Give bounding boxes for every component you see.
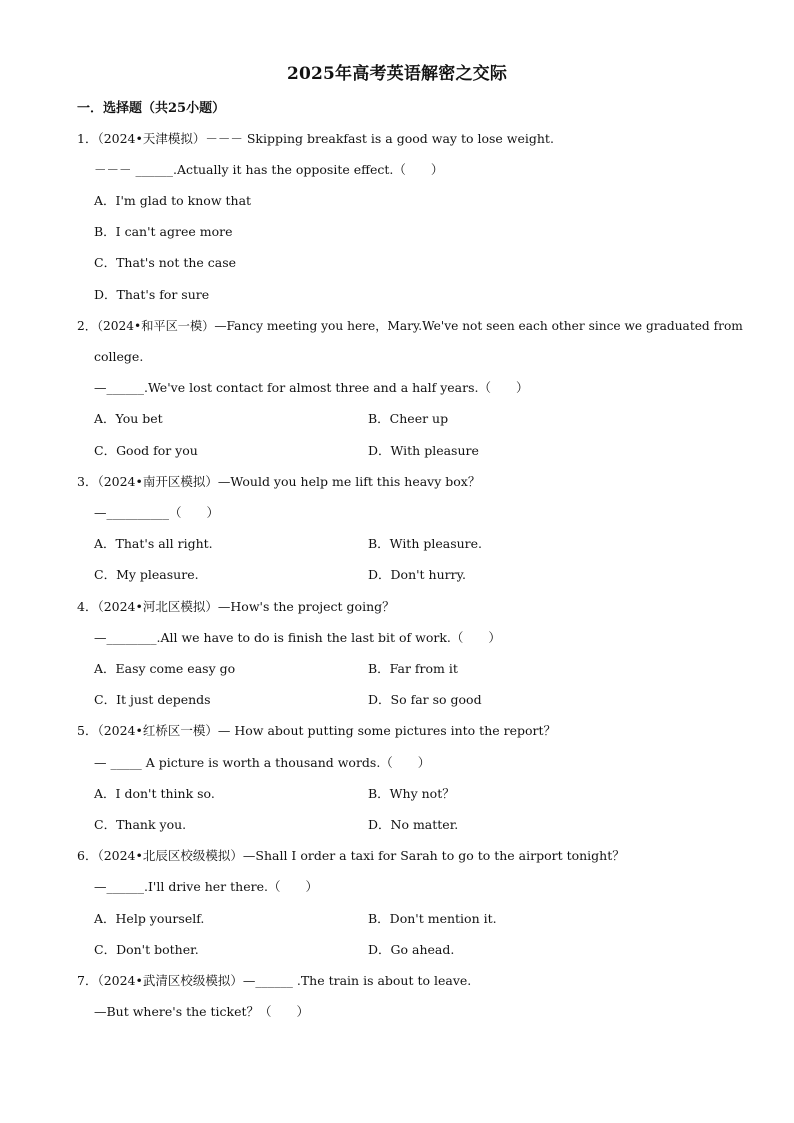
question-2-option-a[interactable]: A．You bet (94, 411, 163, 426)
question-5-option-d[interactable]: D．No matter. (368, 817, 459, 832)
question-3-stem: 3．（2024•南开区模拟）—Would you help me lift this heavy box？ (77, 474, 481, 489)
question-2-option-c[interactable]: C．Good for you (94, 443, 198, 458)
question-5-option-a[interactable]: A．I don't think so. (94, 786, 215, 801)
question-1-option-d[interactable]: D．That's for sure (94, 287, 210, 302)
question-1-reply: －－－ ______.Actually it has the opposite effect.（ ） (94, 162, 444, 177)
question-4-stem: 4．（2024•河北区模拟）—How's the project going？ (77, 599, 395, 614)
question-2-option-b[interactable]: B．Cheer up (368, 411, 449, 426)
question-6-option-c[interactable]: C．Don't bother. (94, 942, 199, 957)
question-4-option-a[interactable]: A．Easy come easy go (94, 661, 236, 676)
section-heading: 一．选择题（共25小题） (77, 101, 226, 116)
question-2-option-d[interactable]: D．With pleasure (368, 443, 479, 458)
question-3-reply: —__________（ ） (94, 505, 220, 520)
question-5-option-b[interactable]: B．Why not？ (368, 786, 455, 801)
question-6-reply: —______.I'll drive her there.（ ） (94, 879, 318, 894)
page-title: 2025年高考英语解密之交际 (286, 64, 508, 84)
question-4-option-c[interactable]: C．It just depends (94, 692, 211, 707)
question-3-option-b[interactable]: B．With pleasure. (368, 536, 483, 551)
question-5-reply: — _____ A picture is worth a thousand words.（ ） (94, 755, 431, 770)
question-1-stem: 1．（2024•天津模拟）－－－ Skipping breakfast is a good way to lose weight. (77, 131, 554, 146)
question-1-option-a[interactable]: A．I'm glad to know that (94, 193, 252, 208)
question-2-reply: —______.We've lost contact for almost three and a half years.（ ） (94, 380, 529, 395)
question-6-stem: 6．（2024•北辰区校级模拟）—Shall I order a taxi for Sarah to go to the airport tonight？ (77, 848, 625, 863)
question-6-option-b[interactable]: B．Don't mention it. (368, 911, 497, 926)
question-2-stem-cont: college. (94, 349, 144, 364)
question-6-option-d[interactable]: D．Go ahead. (368, 942, 455, 957)
question-4-option-b[interactable]: B．Far from it (368, 661, 458, 676)
question-4-reply: —________.All we have to do is finish the last bit of work.（ ） (94, 630, 501, 645)
question-6-option-a[interactable]: A．Help yourself. (94, 911, 205, 926)
question-2-stem: 2．（2024•和平区一模）—Fancy meeting you here，Mary.We've not seen each other since we graduated from (77, 319, 743, 333)
question-4-option-d[interactable]: D．So far so good (368, 692, 482, 707)
question-5-option-c[interactable]: C．Thank you. (94, 817, 187, 832)
question-3-option-d[interactable]: D．Don't hurry. (368, 567, 466, 582)
question-3-option-c[interactable]: C．My pleasure. (94, 567, 199, 582)
question-5-stem: 5．（2024•红桥区一模）— How about putting some pictures into the report？ (77, 723, 557, 738)
question-1-option-b[interactable]: B．I can't agree more (94, 224, 233, 239)
question-1-option-c[interactable]: C．That's not the case (94, 255, 237, 270)
question-7-stem: 7．（2024•武清区校级模拟）—______ .The train is about to leave. (77, 973, 472, 988)
question-3-option-a[interactable]: A．That's all right. (94, 536, 213, 551)
question-7-reply: —But where's the ticket？（ ） (94, 1004, 310, 1019)
